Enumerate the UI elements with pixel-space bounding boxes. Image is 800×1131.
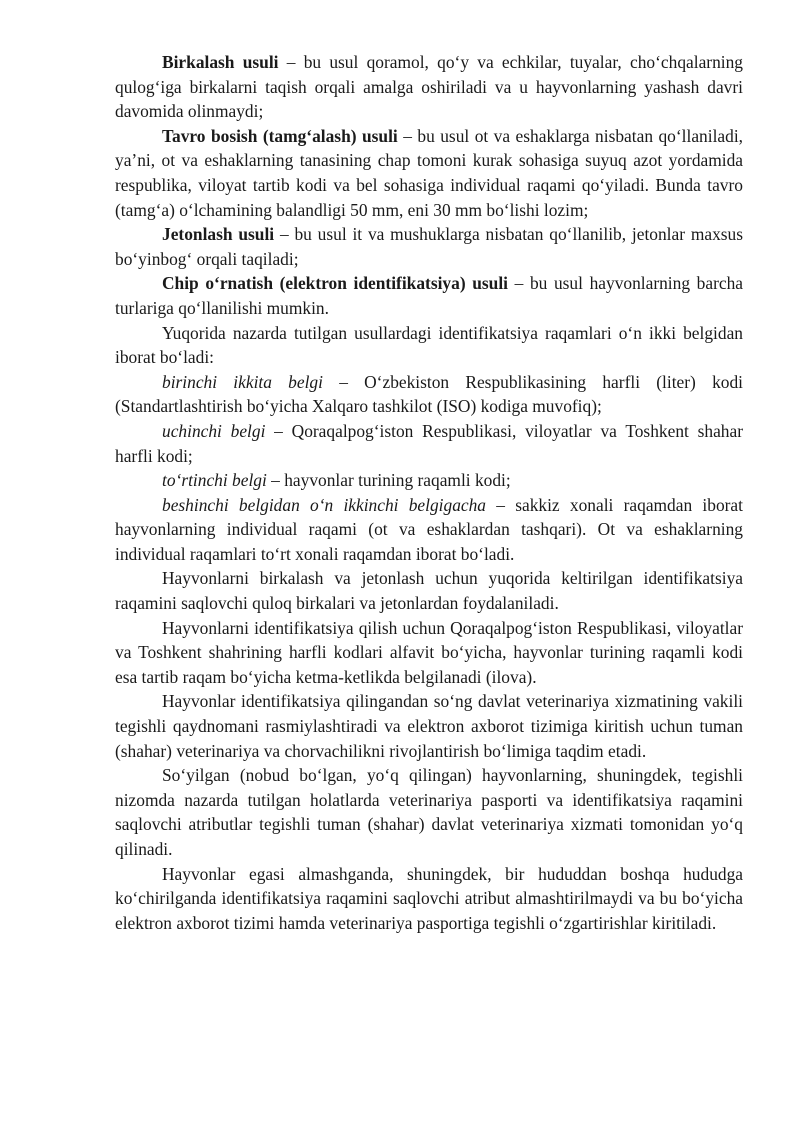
term-chip: Chip o‘rnatish (elektron identifikatsiya) usuli — [162, 273, 509, 294]
paragraph-tavro — [115, 124, 743, 222]
paragraph-tortinchi-belgi — [115, 468, 743, 493]
paragraph-birkalash — [115, 50, 743, 124]
paragraph-text: Hayvonlar egasi almashganda, shuningdek, bir hududdan boshqa hududga ko‘chirilganda identifikatsiya raqamini saqlovchi atribut almashtirilmaydi va bu bo‘yicha elektron axborot tizimi hamda veterinariya pasportiga tegishli o‘zgartirishlar kiritiladi. — [115, 863, 743, 933]
paragraph-text: – bu usul qoramol, qo‘y va echkilar, tuyalar, cho‘chqalarning qulog‘iga birkalarni taqish orqali amalga oshiriladi va u hayvonlarning yashash davri davomida olinmaydi; — [115, 52, 744, 122]
paragraph-text: Hayvonlar identifikatsiya qilingandan so‘ng davlat veterinariya xizmatining vakili tegishli qaydnomani rasmiylashtiradi va elektron axborot tizimiga kiritish uchun tuman (shahar) veterinariya va chorvachilikni rivojlantirish bo‘limiga taqdim etadi. — [115, 691, 743, 761]
paragraph-text: So‘yilgan (nobud bo‘lgan, yo‘q qilingan) hayvonlarning, shuningdek, tegishli nizomda nazarda tutilgan holatlarda veterinariya pasporti va identifikatsiya raqamini saqlovchi atributlar tegishli tuman (shahar) davlat veterinariya xizmati tomonidan yo‘q qilinadi. — [115, 765, 743, 859]
paragraph-text: – bu usul it va mushuklarga nisbatan qo‘llanilib, jetonlar maxsus bo‘yinbog‘ orqali taqiladi; — [115, 224, 743, 269]
paragraph-qaydnoma — [115, 689, 743, 763]
paragraph-uchinchi-belgi — [115, 419, 743, 468]
term-tortinchi-belgi: to‘rtinchi belgi — [162, 470, 267, 491]
paragraph-text: – bu usul ot va eshaklarga nisbatan qo‘llaniladi, ya’ni, ot va eshaklarning tanasining chap tomoni kurak sohasiga suyuq azot yordamida respublika, viloyat tartib kodi va bel sohasiga individual raqami qo‘yiladi. Bunda tavro (tamg‘a) o‘lchamining balandligi 50 mm, eni 30 mm bo‘lishi lozim; — [115, 125, 743, 220]
paragraph-harfli-kodlar — [115, 616, 743, 690]
paragraph-egasi-almashganda — [115, 862, 743, 936]
paragraph-chip — [115, 271, 743, 320]
paragraph-beshinchi-belgi — [115, 493, 743, 567]
paragraph-birkalar — [115, 566, 743, 615]
paragraph-text: – hayvonlar turining raqamli kodi; — [266, 470, 511, 491]
paragraph-text: – Qoraqalpog‘iston Respublikasi, viloyatlar va Toshkent shahar harfli kodi; — [115, 420, 743, 466]
term-jetonlash: Jetonlash usuli — [162, 224, 275, 245]
paragraph-birinchi-belgi — [115, 370, 743, 419]
term-uchinchi-belgi: uchinchi belgi — [162, 420, 266, 441]
term-beshinchi-belgi: beshinchi belgidan o‘n ikkinchi belgigacha — [162, 494, 487, 515]
document-page — [115, 50, 743, 935]
paragraph-text: Hayvonlarni identifikatsiya qilish uchun Qoraqalpog‘iston Respublikasi, viloyatlar va Toshkent shahrining harfli kodlari alfavit bo‘yicha, hayvonlar turining raqamli kodi esa tartib raqam bo‘yicha ketma-ketlikda belgilanadi (ilova). — [115, 617, 743, 687]
term-birinchi-belgi: birinchi ikkita belgi — [162, 371, 323, 392]
paragraph-text: Hayvonlarni birkalash va jetonlash uchun yuqorida keltirilgan identifikatsiya raqamini saqlovchi quloq birkalari va jetonlardan foydalaniladi. — [115, 568, 743, 614]
paragraph-soyilgan — [115, 763, 743, 861]
paragraph-identifikatsiya-raqamlari — [115, 321, 743, 370]
term-tavro: Tavro bosish (tamg‘alash) usuli — [162, 125, 398, 146]
paragraph-text: Yuqorida nazarda tutilgan usullardagi identifikatsiya raqamlari o‘n ikki belgidan iborat bo‘ladi: — [115, 322, 743, 368]
paragraph-jetonlash — [115, 222, 743, 271]
paragraph-text: – bu usul hayvonlarning barcha turlariga qo‘llanilishi mumkin. — [115, 273, 743, 318]
paragraph-text: – O‘zbekiston Respublikasining harfli (liter) kodi (Standartlashtirish bo‘yicha Xalqaro tashkilot (ISO) kodiga muvofiq); — [115, 371, 743, 417]
paragraph-text: – sakkiz xonali raqamdan iborat hayvonlarning individual raqami (ot va eshaklardan tashqari). Ot va eshaklarning individual raqamlari to‘rt xonali raqamdan iborat bo‘ladi. — [115, 494, 743, 564]
term-birkalash: Birkalash usuli — [162, 52, 279, 72]
